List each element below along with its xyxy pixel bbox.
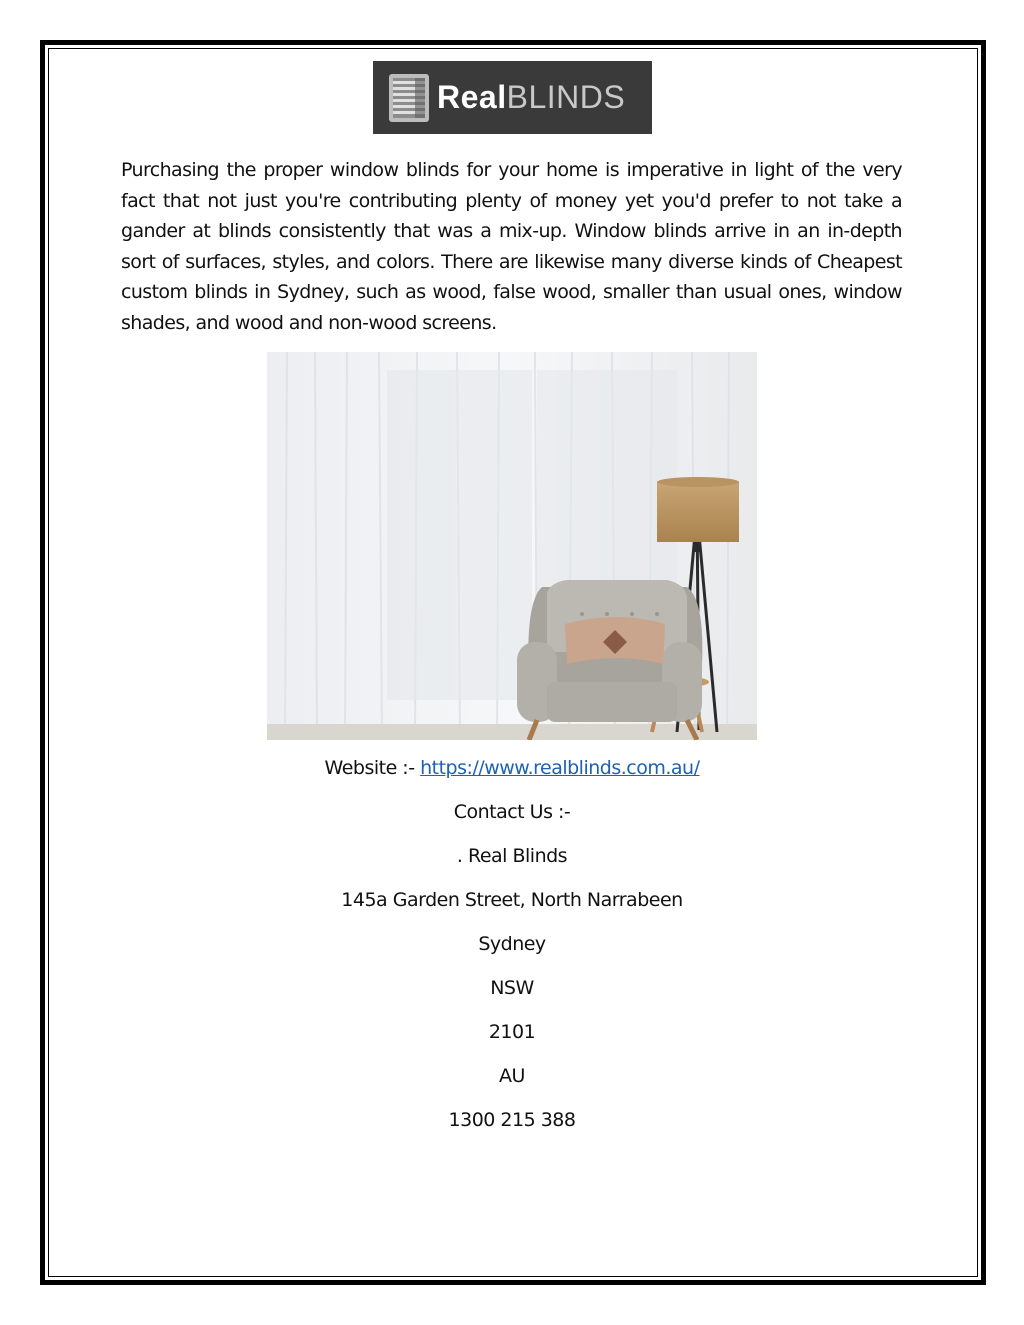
blinds-logo-icon [389,74,429,122]
product-photo [267,352,757,740]
curtain-armchair-image [267,352,757,740]
intro-paragraph: Purchasing the proper window blinds for your home is imperative in light of the very fact that not just you're contributing plenty of money yet you'd prefer to not take a gander at blinds consistently that was a mix-up. Window blinds arrive in an in-depth sort of surfaces, styles, and colors. There are likewise many diverse kinds of Cheapest custom blinds in Sydney, such as wood, false wood, smaller than usual ones, window shades, and wood and non-wood screens. [121,159,902,334]
website-line [0,757,1024,779]
logo-text-light: BLINDS [506,79,626,115]
logo-text-bold: Real [437,79,507,115]
contact-state: NSW [490,977,534,999]
contact-postcode: 2101 [488,1021,536,1043]
contact-street: 145a Garden Street, North Narrabeen [341,889,683,911]
logo-wordmark [437,79,625,116]
contact-name: . Real Blinds [456,845,568,867]
website-link[interactable]: https://www.realblinds.com.au/ [420,757,700,779]
contact-phone: 1300 215 388 [448,1109,576,1131]
contact-heading: Contact Us :- [453,801,571,823]
contact-country: AU [499,1065,525,1087]
contact-city: Sydney [478,933,546,955]
website-label: Website :- [324,757,421,779]
realblinds-logo [373,61,652,134]
